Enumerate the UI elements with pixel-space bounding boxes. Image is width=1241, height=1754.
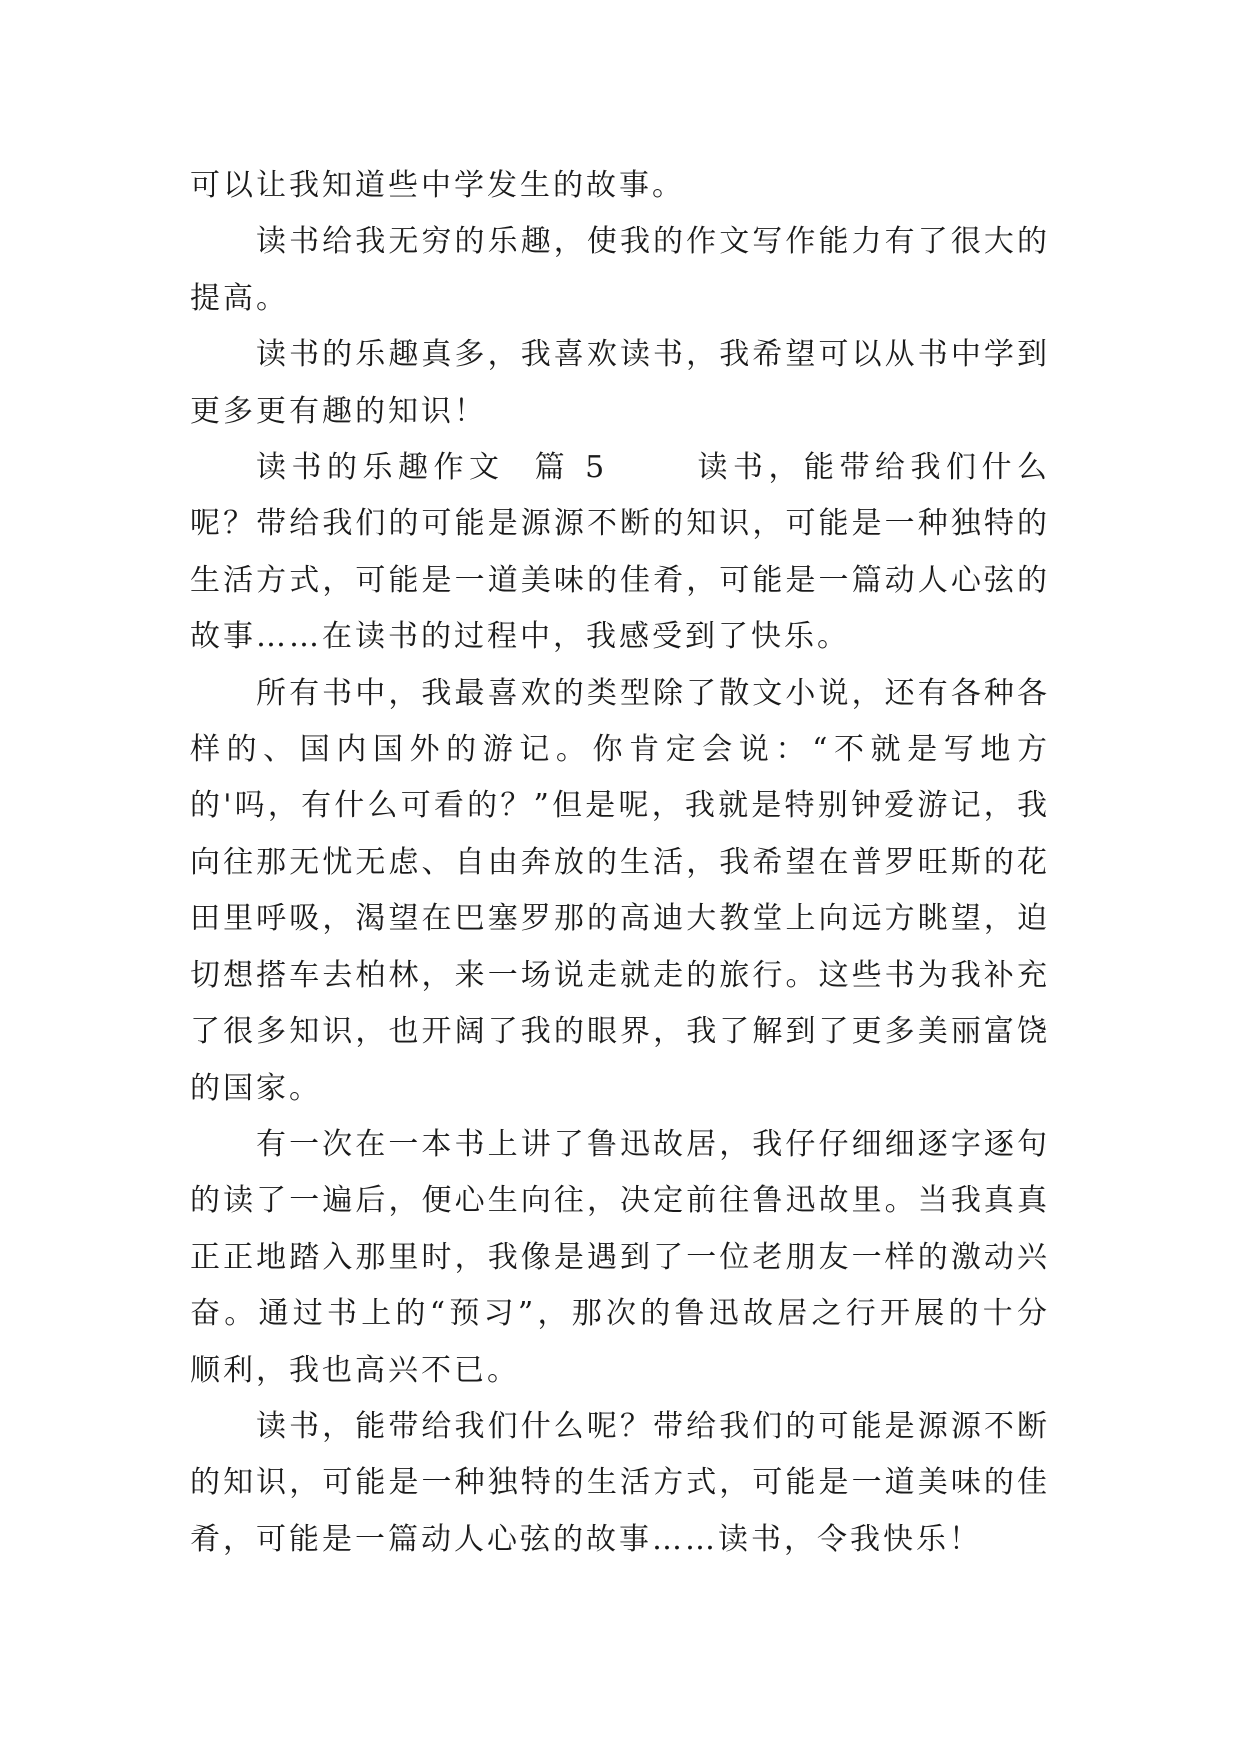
essay-body — [190, 158, 1050, 1568]
paragraph: 有一次在一本书上讲了鲁迅故居，我仔仔细细逐字逐句的读了一遍后，便心生向往，决定前往鲁迅故里。当我真真正正地踏入那里时，我像是遇到了一位老朋友一样的激动兴奋。通过书上的“预习”，那次的鲁迅故居之行开展的十分顺利，我也高兴不已。 — [190, 1126, 1050, 1388]
paragraph-essay-title: 读书的乐趣作文 篇 5 读书，能带给我们什么呢？带给我们的可能是源源不断的知识，可能是一种独特的生活方式，可能是一道美味的佳肴，可能是一篇动人心弦的故事……在读书的过程中，我感受到了快乐。 — [190, 450, 1050, 655]
paragraph: 所有书中，我最喜欢的类型除了散文小说，还有各种各样的、国内国外的游记。你肯定会说：“不就是写地方的'吗，有什么可看的？”但是呢，我就是特别钟爱游记，我向往那无忧无虑、自由奔放的生活，我希望在普罗旺斯的花田里呼吸，渴望在巴塞罗那的高迪大教堂上向远方眺望，迫切想搭车去柏林，来一场说走就走的旅行。这些书为我补充了很多知识，也开阔了我的眼界，我了解到了更多美丽富饶的国家。 — [190, 675, 1050, 1106]
paragraph: 读书的乐趣真多，我喜欢读书，我希望可以从书中学到更多更有趣的知识！ — [190, 337, 1050, 429]
paragraph: 读书给我无穷的乐趣，使我的作文写作能力有了很大的提高。 — [190, 224, 1050, 316]
paragraph: 读书，能带给我们什么呢？带给我们的可能是源源不断的知识，可能是一种独特的生活方式，可能是一道美味的佳肴，可能是一篇动人心弦的故事……读书，令我快乐！ — [190, 1408, 1050, 1557]
paragraph-continuation: 可以让我知道些中学发生的故事。 — [190, 168, 685, 203]
